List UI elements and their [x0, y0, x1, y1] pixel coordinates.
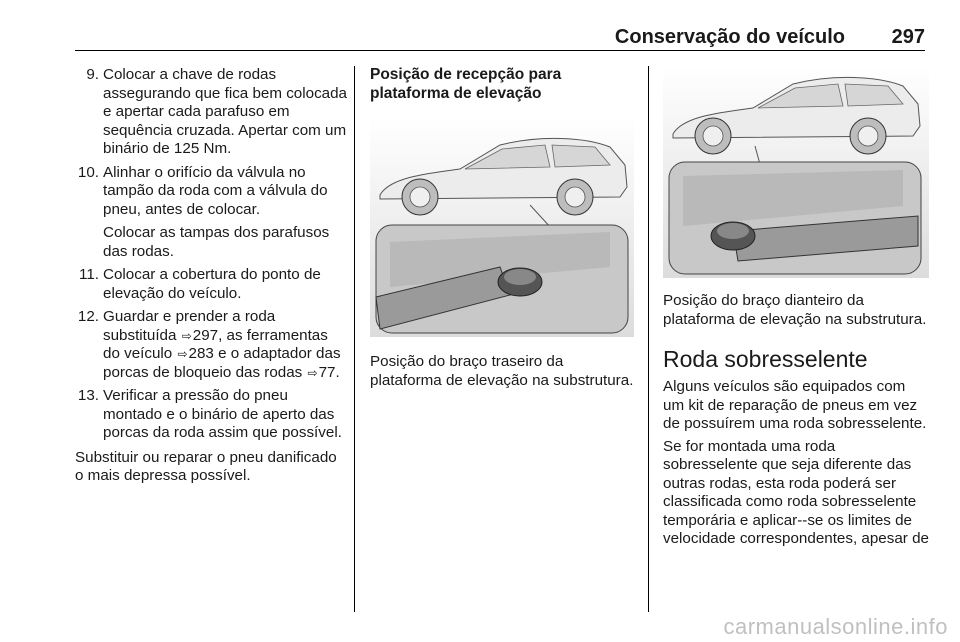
step-13: [75, 387, 347, 443]
column-divider-left: [354, 66, 355, 612]
step-text: Colocar a chave de rodas assegurando que fica bem colocada e apertar cada parafuso em sequência cruzada. Apertar com um binário de 125 Nm.: [103, 66, 348, 157]
column-divider-right: [648, 66, 649, 612]
step-number: 9.: [86, 66, 99, 83]
paragraph: Se for montada uma roda sobresselente que seja diferente das outras rodas, esta roda poderá ser classificada como roda sobresselente temporária e aplicar--se os limites de velocidade correspondentes, apesar de: [663, 437, 929, 547]
step-note: Colocar as tampas dos parafusos das rodas.: [103, 224, 330, 260]
arrow-reference-icon: ⇨: [177, 347, 188, 361]
step-text: Guardar e prender a roda substituída: [103, 308, 276, 344]
page-reference-link[interactable]: 297: [192, 326, 219, 344]
figure-caption: Posição do braço dianteiro da plataforma de elevação na substrutura.: [663, 292, 927, 328]
page-number: 297: [891, 26, 925, 48]
step-number: 10.: [77, 163, 99, 181]
step-12: [75, 308, 347, 382]
step-text: Alinhar o orifício da válvula no tampão da roda com a válvula do pneu, antes de colocar.: [103, 163, 328, 218]
closing-paragraph: Substituir ou reparar o pneu danificado o mais depressa possível.: [75, 448, 337, 484]
section-title: Conservação do veículo: [614, 26, 845, 48]
front-lift-arm-illustration: [663, 66, 929, 278]
step-text: , as ferramentas do veículo: [103, 326, 328, 362]
section-heading: Posição de recepção para plataforma de elevação: [370, 66, 562, 102]
step-text: Colocar a cobertura do ponto de elevação do veículo.: [103, 266, 321, 302]
step-text: e o adaptador das porcas de bloqueio das rodas: [103, 345, 341, 381]
page-reference-link[interactable]: 77: [318, 363, 336, 381]
step-number: 13.: [77, 387, 99, 404]
step-number: 11.: [79, 266, 99, 283]
step-10: [75, 164, 347, 262]
column-front-lift: [663, 66, 929, 549]
step-number: 12.: [77, 308, 99, 325]
arrow-reference-icon: ⇨: [307, 365, 318, 380]
column-rear-lift: [370, 66, 634, 390]
page-reference-link[interactable]: 283: [188, 345, 214, 362]
column-steps: [75, 66, 347, 486]
paragraph: Alguns veículos são equipados com um kit de reparação de pneus em vez de possuírem uma roda sobresselente.: [663, 378, 927, 432]
step-text: Verificar a pressão do pneu montado e o binário de aperto das porcas da roda assim que possível.: [103, 387, 342, 441]
section-heading: Roda sobresselente: [663, 346, 868, 372]
step-9: [75, 66, 347, 159]
arrow-reference-icon: ⇨: [181, 328, 192, 343]
page-header: [75, 22, 925, 51]
watermark: carmanualsonline.info: [723, 614, 948, 639]
figure-caption: Posição do braço traseiro da plataforma de elevação na substrutura.: [370, 353, 634, 389]
step-11: [75, 266, 347, 303]
rear-lift-arm-illustration: [370, 117, 634, 337]
step-text: .: [335, 363, 340, 381]
